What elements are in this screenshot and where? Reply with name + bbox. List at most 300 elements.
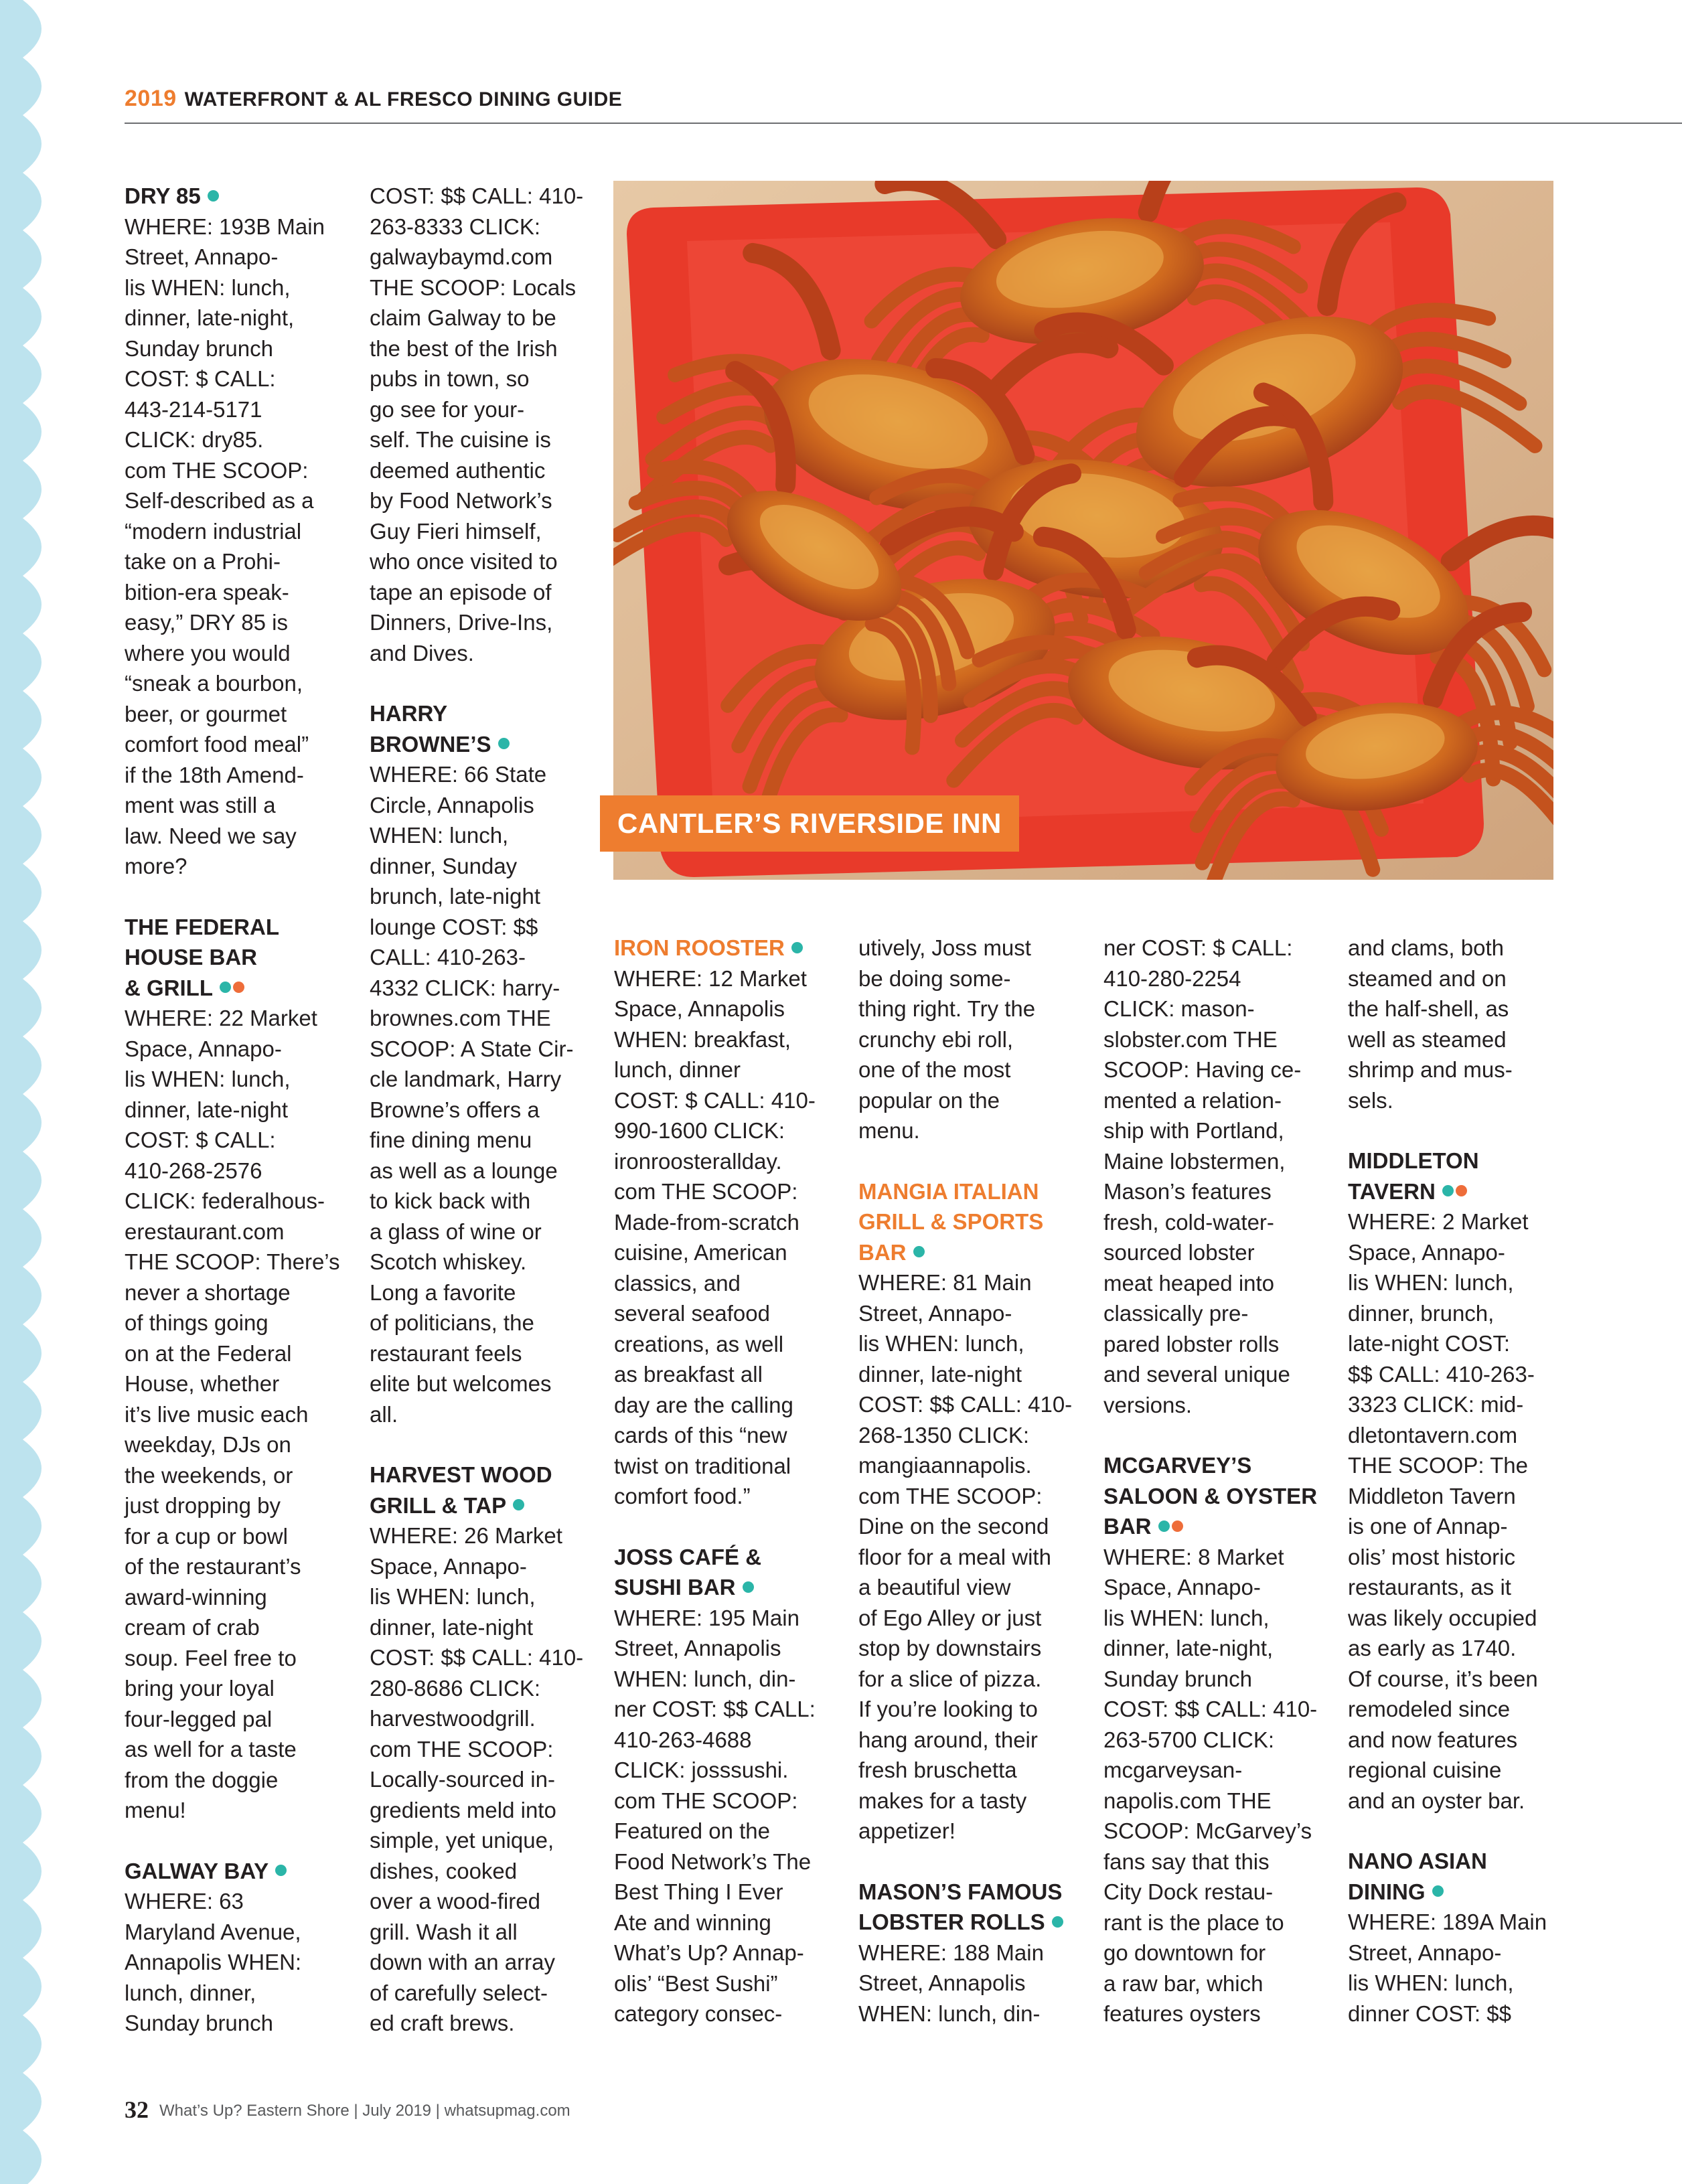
entry-text-line: Browne’s offers a <box>370 1097 540 1122</box>
entry-text-line: harvestwoodgrill. <box>370 1706 536 1731</box>
entry-text-line: dishes, cooked <box>370 1858 518 1883</box>
entry-text-line: utively, Joss must <box>858 935 1031 960</box>
entry-text-line: Street, Annapo- <box>858 1300 1012 1326</box>
page-number: 32 <box>125 2096 149 2123</box>
entry-text-line: 410-268-2576 <box>125 1158 262 1183</box>
entry-text-line: Street, Annapo- <box>1348 1940 1502 1965</box>
entry-text-line: Sunday brunch <box>125 2011 273 2035</box>
entry-text-line: Street, Annapo- <box>125 244 279 269</box>
entry-text-line: ner COST: $ CALL: <box>1103 935 1293 960</box>
entry-text-line: WHEN: breakfast, <box>614 1026 791 1052</box>
restaurant-name <box>370 1460 597 1520</box>
entry-text-line: crunchy ebi roll, <box>858 1026 1014 1052</box>
entry-text-line: four-legged pal <box>125 1706 273 1731</box>
entry-text-line: Street, Annapolis <box>614 1636 781 1660</box>
teal-dot-icon <box>1442 1185 1454 1196</box>
entry-text-line: dinner, late-night <box>370 1614 534 1640</box>
header-divider <box>125 123 1682 124</box>
entry-text-line: com THE SCOOP: <box>614 1788 798 1813</box>
entry-text-line: from the doggie <box>125 1767 279 1792</box>
restaurant-name <box>125 912 346 1004</box>
restaurant-entry <box>1348 1846 1569 2029</box>
entry-text-line: it’s live music each <box>125 1401 309 1427</box>
entry-text-line: SCOOP: McGarvey’s <box>1103 1818 1312 1843</box>
entry-text-line: weekday, DJs on <box>125 1432 291 1457</box>
entry-text-line: Made-from-scratch <box>614 1209 799 1235</box>
entry-text-line: Sunday brunch <box>1103 1666 1252 1691</box>
entry-text-line: 990-1600 CLICK: <box>614 1118 785 1143</box>
entry-text-line: dinner COST: $$ <box>1348 2001 1511 2026</box>
text-column-6 <box>1348 933 1569 2059</box>
entry-text-line: WHEN: lunch, din- <box>614 1666 796 1691</box>
entry-text-line: restaurants, as it <box>1348 1575 1511 1600</box>
restaurant-entry <box>1103 1450 1331 2029</box>
entry-text-line: City Dock restau- <box>1103 1879 1274 1904</box>
entry-text-line: THE SCOOP: The <box>1348 1453 1528 1478</box>
entry-text-line: Best Thing I Ever <box>614 1879 783 1904</box>
entry-text-line: over a wood-fired <box>370 1889 540 1914</box>
restaurant-name-line: GRILL & TAP <box>370 1492 507 1518</box>
entry-text-line: Annapolis WHEN: <box>125 1950 302 1974</box>
entry-text-line: House, whether <box>125 1371 280 1396</box>
entry-text-line: What’s Up? Annap- <box>614 1940 804 1965</box>
entry-text-line: shrimp and mus- <box>1348 1057 1513 1082</box>
entry-text-line: THE SCOOP: Locals <box>370 275 577 300</box>
entry-text-line: “modern industrial <box>125 518 302 544</box>
entry-text-line: cuisine, American <box>614 1240 787 1265</box>
entry-text-line: as early as 1740. <box>1348 1636 1517 1660</box>
entry-text-line: classics, and <box>614 1270 741 1296</box>
teal-dot-icon <box>220 982 231 993</box>
entry-text-line: restaurant feels <box>370 1340 522 1366</box>
entry-text-line: lis WHEN: lunch, <box>125 1067 291 1091</box>
entry-text-line: down with an array <box>370 1950 555 1974</box>
restaurant-name <box>858 1176 1086 1268</box>
entry-text-line: bring your loyal <box>125 1676 275 1701</box>
entry-text-line: lis WHEN: lunch, <box>858 1331 1024 1356</box>
restaurant-name-line: JOSS CAFÉ & <box>614 1544 762 1569</box>
entry-text-line: take on a Prohi- <box>125 549 281 574</box>
entry-text-line: as well as a lounge <box>370 1158 558 1183</box>
entry-text-line: if the 18th Amend- <box>125 762 304 787</box>
entry-text-line: dinner, late-night, <box>125 305 295 330</box>
entry-text-line: mcgarveysan- <box>1103 1758 1243 1782</box>
entry-text-line: lis WHEN: lunch, <box>1348 1270 1514 1295</box>
entry-text-line: mangiaannapolis. <box>858 1453 1032 1478</box>
entry-text-line: COST: $$ CALL: 410- <box>370 183 584 208</box>
restaurant-name-line: DINING <box>1348 1879 1426 1904</box>
restaurant-name <box>614 1542 842 1603</box>
teal-dot-icon <box>743 1581 754 1593</box>
entry-text-line: of things going <box>125 1310 269 1335</box>
entry-text-line: WHEN: lunch, <box>370 823 509 848</box>
entry-text-line: stop by downstairs <box>858 1636 1042 1660</box>
entry-text-line: Scotch whiskey. <box>370 1249 527 1274</box>
entry-text-line: 443-214-5171 <box>125 396 262 422</box>
entry-text-line: twist on traditional <box>614 1453 791 1478</box>
entry-text-line: award-winning <box>125 1584 267 1610</box>
restaurant-name <box>1103 1450 1331 1542</box>
entry-text-line: cream of crab <box>125 1615 260 1640</box>
restaurant-entry <box>125 1856 346 2039</box>
entry-text-line: CLICK: dry85. <box>125 427 264 452</box>
entry-text-line: WHERE: 81 Main <box>858 1270 1032 1295</box>
entry-text-line: Circle, Annapolis <box>370 792 534 817</box>
orange-dot-icon <box>1172 1520 1183 1532</box>
text-column-3 <box>614 933 842 2059</box>
entry-text-line: ironroosterallday. <box>614 1148 782 1174</box>
entry-text-line: brownes.com THE <box>370 1006 551 1030</box>
entry-text-line: $$ CALL: 410-263- <box>1348 1361 1535 1387</box>
entry-text-line: Dine on the second <box>858 1514 1049 1539</box>
restaurant-name-line: GALWAY BAY <box>125 1858 269 1883</box>
entry-text-line: WHERE: 195 Main <box>614 1605 799 1630</box>
entry-text-line: self. The cuisine is <box>370 427 551 452</box>
entry-text-line: WHERE: 193B Main <box>125 214 325 239</box>
restaurant-name <box>614 933 842 963</box>
entry-text-line: fresh, cold-water- <box>1103 1209 1274 1235</box>
footer-text: What’s Up? Eastern Shore | July 2019 | whatsupmag.com <box>159 2102 570 2120</box>
entry-text-line: WHERE: 8 Market <box>1103 1544 1284 1569</box>
entry-text-line: and clams, both <box>1348 935 1504 960</box>
teal-dot-icon <box>1052 1916 1063 1928</box>
entry-text-line: a beautiful view <box>858 1575 1011 1600</box>
entry-text-line: soup. Feel free to <box>125 1645 297 1670</box>
text-column-4 <box>858 933 1086 2059</box>
entry-text-line: and now features <box>1348 1727 1518 1752</box>
entry-text-line: go downtown for <box>1103 1940 1266 1965</box>
entry-text-line: never a shortage <box>125 1279 291 1305</box>
restaurant-entry <box>1348 1146 1569 1816</box>
entry-text-line: 410-263-4688 <box>614 1727 752 1752</box>
entry-text-line: menu. <box>858 1118 920 1143</box>
entry-text-line: law. Need we say <box>125 823 297 848</box>
entry-text-line: lounge COST: $$ <box>370 914 538 939</box>
restaurant-name-line: BROWNE’S <box>370 731 491 757</box>
restaurant-name-line: BAR <box>858 1239 907 1265</box>
entry-text-line: be doing some- <box>858 965 1011 991</box>
entry-text-line: versions. <box>1103 1392 1193 1417</box>
restaurant-entry <box>370 181 597 668</box>
entry-text-line: fine dining menu <box>370 1127 532 1152</box>
entry-text-line: fans say that this <box>1103 1849 1270 1874</box>
restaurant-entry <box>125 181 346 882</box>
entry-text-line: the half-shell, as <box>1348 996 1509 1021</box>
entry-text-line: regional cuisine <box>1348 1758 1502 1782</box>
entry-text-line: sels. <box>1348 1087 1393 1113</box>
entry-text-line: makes for a tasty <box>858 1788 1027 1813</box>
entry-text-line: a raw bar, which <box>1103 1970 1264 1996</box>
entry-text-line: Self-described as a <box>125 488 314 513</box>
restaurant-name-line: DRY 85 <box>125 183 201 208</box>
entry-text-line: If you’re looking to <box>858 1697 1038 1721</box>
orange-dot-icon <box>233 982 244 993</box>
restaurant-name-line: HARRY <box>370 701 448 726</box>
entry-text-line: is one of Annap- <box>1348 1514 1508 1539</box>
entry-text-line: bition-era speak- <box>125 579 289 605</box>
entry-text-line: appetizer! <box>858 1818 955 1843</box>
restaurant-entry <box>125 912 346 1826</box>
entry-text-line: COST: $ CALL: <box>125 366 276 391</box>
entry-text-line: CLICK: josssushi. <box>614 1758 789 1782</box>
restaurant-name-line: HARVEST WOOD <box>370 1462 552 1487</box>
restaurant-name-line: HOUSE BAR <box>125 945 258 969</box>
orange-dot-icon <box>1456 1185 1467 1196</box>
entry-text-line: dletontavern.com <box>1348 1422 1518 1448</box>
restaurant-entry <box>1103 933 1331 1420</box>
restaurant-entry <box>370 698 597 1429</box>
restaurant-name-line: MIDDLETON <box>1348 1148 1479 1173</box>
entry-text-line: Of course, it’s been <box>1348 1666 1538 1691</box>
entry-text-line: well as steamed <box>1348 1026 1507 1052</box>
entry-text-line: 263-5700 CLICK: <box>1103 1727 1274 1752</box>
header-title: WATERFRONT & AL FRESCO DINING GUIDE <box>184 88 623 110</box>
entry-text-line: menu! <box>125 1798 186 1822</box>
entry-text-line: sourced lobster <box>1103 1240 1255 1265</box>
entry-text-line: the weekends, or <box>125 1462 293 1488</box>
entry-text-line: lis WHEN: lunch, <box>1348 1970 1514 1995</box>
teal-dot-icon <box>791 942 803 953</box>
entry-text-line: WHERE: 2 Market <box>1348 1209 1529 1234</box>
restaurant-name-line: NANO ASIAN <box>1348 1849 1487 1873</box>
entry-text-line: COST: $ CALL: <box>125 1127 276 1152</box>
entry-text-line: SCOOP: Having ce- <box>1103 1057 1302 1082</box>
restaurant-entry <box>858 933 1086 1146</box>
page-footer <box>125 2096 570 2124</box>
entry-text-line: Maryland Avenue, <box>125 1919 301 1944</box>
entry-text-line: comfort food meal” <box>125 732 309 757</box>
entry-text-line: of politicians, the <box>370 1310 534 1335</box>
entry-text-line: steamed and on <box>1348 965 1507 991</box>
entry-text-line: Mason’s features <box>1103 1179 1272 1204</box>
restaurant-name <box>1348 1846 1569 1907</box>
entry-text-line: of carefully select- <box>370 1980 548 2005</box>
entry-text-line: as well for a taste <box>125 1737 297 1762</box>
entry-text-line: WHERE: 12 Market <box>614 965 807 991</box>
entry-text-line: remodeled since <box>1348 1697 1511 1721</box>
entry-text-line: and several unique <box>1103 1362 1290 1387</box>
restaurant-name-line: GRILL & SPORTS <box>858 1209 1044 1234</box>
entry-text-line: WHERE: 26 Market <box>370 1523 562 1548</box>
restaurant-entry <box>614 933 842 1512</box>
restaurant-entry <box>1348 933 1569 1115</box>
entry-text-line: dinner, late-night, <box>1103 1636 1274 1660</box>
entry-text-line: WHERE: 63 <box>125 1889 244 1914</box>
entry-text-line: WHEN: lunch, din- <box>858 2001 1041 2026</box>
entry-text-line: pared lobster rolls <box>1103 1331 1280 1356</box>
scalloped-wave-border <box>0 0 74 2184</box>
teal-dot-icon <box>913 1246 925 1257</box>
entry-text-line: rant is the place to <box>1103 1909 1284 1935</box>
text-column-5 <box>1103 933 1331 2059</box>
entry-text-line: creations, as well <box>614 1331 784 1356</box>
restaurant-name <box>858 1877 1086 1938</box>
restaurant-name <box>125 1856 346 1887</box>
entry-text-line: Space, Annapo- <box>125 1036 282 1061</box>
entry-text-line: CALL: 410-263- <box>370 945 526 969</box>
entry-text-line: hang around, their <box>858 1727 1038 1752</box>
entry-text-line: of Ego Alley or just <box>858 1605 1042 1630</box>
entry-text-line: slobster.com THE <box>1103 1026 1278 1052</box>
entry-text-line: simple, yet unique, <box>370 1828 554 1853</box>
restaurant-name-line: LOBSTER ROLLS <box>858 1909 1045 1934</box>
entry-text-line: dinner, brunch, <box>1348 1300 1495 1326</box>
entry-text-line: Guy Fieri himself, <box>370 518 542 544</box>
entry-text-line: mented a relation- <box>1103 1087 1282 1113</box>
entry-text-line: Space, Annapo- <box>370 1553 527 1579</box>
entry-text-line: one of the most <box>858 1057 1011 1082</box>
entry-text-line: lunch, dinner, <box>125 1980 256 2005</box>
restaurant-name-line: BAR <box>1103 1514 1152 1539</box>
entry-text-line: COST: $$ CALL: 410- <box>370 1645 584 1670</box>
entry-text-line: 3323 CLICK: mid- <box>1348 1392 1524 1417</box>
entry-text-line: Space, Annapolis <box>614 996 785 1021</box>
entry-text-line: com THE SCOOP: <box>370 1736 554 1762</box>
entry-text-line: claim Galway to be <box>370 305 556 330</box>
entry-text-line: all. <box>370 1401 398 1427</box>
entry-text-line: on at the Federal <box>125 1340 292 1366</box>
restaurant-name-line: MANGIA ITALIAN <box>858 1178 1039 1204</box>
entry-text-line: classically pre- <box>1103 1301 1249 1326</box>
entry-text-line: com THE SCOOP: <box>614 1179 798 1204</box>
entry-text-line: floor for a meal with <box>858 1544 1051 1569</box>
entry-text-line: grill. Wash it all <box>370 1919 518 1944</box>
entry-text-line: 410-280-2254 <box>1103 965 1241 991</box>
entry-text-line: lis WHEN: lunch, <box>370 1584 536 1609</box>
entry-text-line: WHERE: 189A Main <box>1348 1909 1547 1934</box>
entry-text-line: gredients meld into <box>370 1797 556 1822</box>
entry-text-line: who once visited to <box>370 549 558 574</box>
entry-text-line: com THE SCOOP: <box>858 1483 1043 1508</box>
entry-text-line: lis WHEN: lunch, <box>125 275 291 300</box>
entry-text-line: more? <box>125 854 187 878</box>
restaurant-name <box>125 181 346 212</box>
entry-text-line: Locally-sourced in- <box>370 1767 555 1792</box>
entry-text-line: deemed authentic <box>370 457 546 483</box>
text-column-1 <box>125 181 346 2069</box>
entry-text-line: dinner, Sunday <box>370 853 518 878</box>
entry-text-line: ed craft brews. <box>370 2011 515 2035</box>
entry-text-line: ship with Portland, <box>1103 1118 1284 1143</box>
entry-text-line: galwaybaymd.com <box>370 244 553 269</box>
entry-text-line: 280-8686 CLICK: <box>370 1675 540 1701</box>
entry-text-line: several seafood <box>614 1301 770 1326</box>
entry-text-line: WHERE: 188 Main <box>858 1940 1044 1965</box>
restaurant-name <box>370 698 597 759</box>
entry-text-line: erestaurant.com <box>125 1219 285 1244</box>
restaurant-name-line: MCGARVEY’S <box>1103 1453 1252 1478</box>
crab-tray-photo <box>613 181 1553 880</box>
entry-text-line: ment was still a <box>125 793 276 817</box>
entry-text-line: olis’ “Best Sushi” <box>614 1970 778 1996</box>
teal-dot-icon <box>208 190 219 202</box>
restaurant-name <box>1348 1146 1569 1206</box>
restaurant-name-line: SALOON & OYSTER <box>1103 1483 1318 1508</box>
restaurant-name-line: TAVERN <box>1348 1178 1436 1204</box>
entry-text-line: a glass of wine or <box>370 1219 542 1244</box>
restaurant-name-line: THE FEDERAL <box>125 914 279 939</box>
entry-text-line: com THE SCOOP: <box>125 457 309 483</box>
entry-text-line: meat heaped into <box>1103 1270 1275 1296</box>
entry-text-line: CLICK: federalhous- <box>125 1188 325 1213</box>
entry-text-line: olis’ most historic <box>1348 1544 1515 1569</box>
entry-text-line: pubs in town, so <box>370 366 530 391</box>
teal-dot-icon <box>275 1865 287 1876</box>
entry-text-line: Dinners, Drive-Ins, <box>370 610 553 635</box>
entry-text-line: day are the calling <box>614 1392 793 1417</box>
entry-text-line: lunch, dinner <box>614 1057 741 1082</box>
entry-text-line: popular on the <box>858 1087 1000 1113</box>
entry-text-line: by Food Network’s <box>370 488 552 513</box>
entry-text-line: CLICK: mason- <box>1103 996 1255 1021</box>
entry-text-line: easy,” DRY 85 is <box>125 610 288 635</box>
entry-text-line: cards of this “new <box>614 1423 787 1448</box>
restaurant-name-line: SUSHI BAR <box>614 1575 736 1600</box>
entry-text-line: Food Network’s The <box>614 1849 812 1874</box>
entry-text-line: dinner, late-night <box>858 1361 1022 1387</box>
entry-text-line: Maine lobstermen, <box>1103 1148 1286 1174</box>
entry-text-line: for a slice of pizza. <box>858 1666 1042 1691</box>
entry-text-line: Sunday brunch <box>125 335 273 361</box>
teal-dot-icon <box>1158 1520 1170 1532</box>
entry-text-line: 268-1350 CLICK: <box>858 1422 1029 1448</box>
entry-text-line: beer, or gourmet <box>125 701 287 726</box>
entry-text-line: Middleton Tavern <box>1348 1483 1516 1508</box>
entry-text-line: and an oyster bar. <box>1348 1788 1525 1813</box>
entry-text-line: and Dives. <box>370 640 474 666</box>
entry-text-line: Space, Annapo- <box>1103 1575 1261 1600</box>
entry-text-line: COST: $$ CALL: 410- <box>858 1392 1073 1417</box>
restaurant-name-line: IRON ROOSTER <box>614 935 785 960</box>
entry-text-line: category consec- <box>614 2001 783 2026</box>
entry-text-line: just dropping by <box>125 1493 281 1518</box>
restaurant-name-line: & GRILL <box>125 975 213 1000</box>
entry-text-line: Ate and winning <box>614 1909 771 1935</box>
section-header <box>125 86 622 112</box>
entry-text-line: for a cup or bowl <box>125 1523 288 1549</box>
entry-text-line: was likely occupied <box>1348 1605 1537 1630</box>
entry-text-line: brunch, late-night <box>370 884 540 909</box>
restaurant-entry <box>858 1176 1086 1847</box>
header-year: 2019 <box>125 86 177 111</box>
entry-text-line: Featured on the <box>614 1818 770 1843</box>
teal-dot-icon <box>513 1499 524 1510</box>
entry-text-line: the best of the Irish <box>370 335 558 361</box>
entry-text-line: cle landmark, Harry <box>370 1067 562 1091</box>
entry-text-line: dinner, late-night <box>125 1097 289 1122</box>
entry-text-line: of the restaurant’s <box>125 1554 301 1579</box>
entry-text-line: comfort food.” <box>614 1484 751 1508</box>
teal-dot-icon <box>498 738 510 749</box>
entry-text-line: 263-8333 CLICK: <box>370 214 540 239</box>
text-column-2 <box>370 181 597 2069</box>
entry-text-line: where you would <box>125 640 291 666</box>
entry-text-line: WHERE: 66 State <box>370 762 547 787</box>
entry-text-line: THE SCOOP: There’s <box>125 1249 340 1274</box>
restaurant-entry <box>370 1460 597 2039</box>
entry-text-line: “sneak a bourbon, <box>125 671 303 696</box>
restaurant-entry <box>858 1877 1086 2029</box>
photo-caption: CANTLER’S RIVERSIDE INN <box>600 795 1019 852</box>
entry-text-line: thing right. Try the <box>858 996 1036 1021</box>
teal-dot-icon <box>1432 1885 1444 1897</box>
entry-text-line: COST: $ CALL: 410- <box>614 1087 816 1113</box>
entry-text-line: go see for your- <box>370 396 525 422</box>
entry-text-line: fresh bruschetta <box>858 1758 1017 1782</box>
entry-text-line: ner COST: $$ CALL: <box>614 1697 816 1721</box>
entry-text-line: Space, Annapo- <box>1348 1239 1505 1265</box>
entry-text-line: WHERE: 22 Market <box>125 1006 317 1030</box>
